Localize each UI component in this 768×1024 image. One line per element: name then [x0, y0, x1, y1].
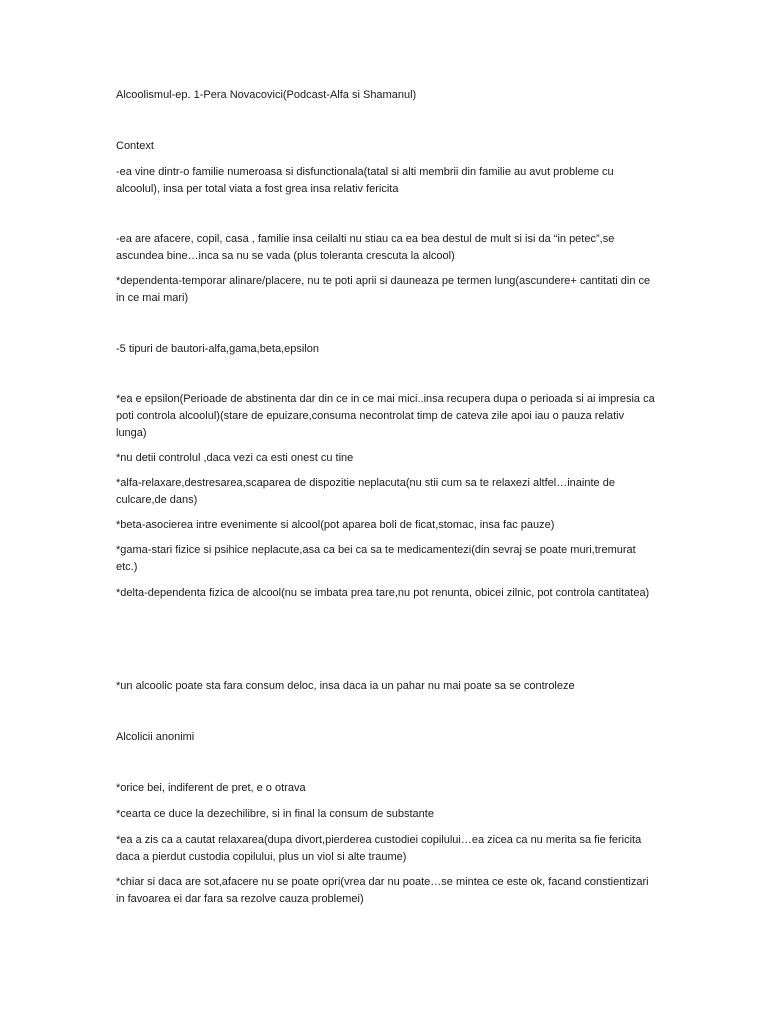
- heading-context: Context: [116, 140, 154, 152]
- paragraph-delta: *delta-dependenta fizica de alcool(nu se imbata prea tare,nu pot renunta, obicei zilnic, pot controla cantitatea): [116, 587, 650, 599]
- paragraph-family-background: -ea vine dintr-o familie numeroasa si disfunctionala(tatal si alti membrii din familie au avut probleme cu alcoolul), insa per total viata a fost grea insa relativ fericita: [116, 166, 614, 195]
- paragraph-drinker-types: -5 tipuri de bautori-alfa,gama,beta,epsilon: [116, 343, 320, 355]
- paragraph-dependence: *dependenta-temporar alinare/placere, nu te poti aprii si dauneaza pe termen lung(ascundere+ cantitati din ce in ce mai mari): [116, 275, 651, 304]
- paragraph-alcoholic-control: *un alcoolic poate sta fara consum deloc, insa daca ia un pahar nu mai poate sa se controleze: [116, 680, 575, 692]
- paragraph-poison: *orice bei, indiferent de pret, e o otrava: [116, 782, 306, 794]
- paragraph-conflict: *cearta ce duce la dezechilibre, si in final la consum de substante: [116, 808, 434, 820]
- paragraph-beta: *beta-asocierea intre evenimente si alcool(pot aparea boli de ficat,stomac, insa fac pauze): [116, 519, 555, 531]
- paragraph-epsilon: *ea e epsilon(Perioade de abstinenta dar din ce in ce mai mici..insa recupera dupa o perioada si ai impresia ca poti controla alcoolul)(stare de epuizare,consuma necontrolat timp de cateva zile apoi iau o pauza relativ lunga): [116, 393, 655, 439]
- paragraph-gama: *gama-stari fizice si psihice neplacute,asa ca bei ca sa te medicamentezi(din sevraj se poate muri,tremurat etc.): [116, 544, 636, 573]
- heading-alcoholics-anonymous: Alcolicii anonimi: [116, 731, 195, 743]
- paragraph-hidden-drinking: -ea are afacere, copil, casa , familie insa ceilalti nu stiau ca ea bea destul de mult si isi da “in petec”,se ascundea bine…inca sa nu se vada (plus toleranta crescuta la alcool): [116, 233, 615, 262]
- paragraph-control: *nu detii controlul ,daca vezi ca esti onest cu tine: [116, 452, 354, 464]
- document-title: Alcoolismul-ep. 1-Pera Novacovici(Podcast-Alfa si Shamanul): [116, 89, 417, 101]
- paragraph-relaxation: *ea a zis ca a cautat relaxarea(dupa divort,pierderea custodiei copilului…ea zicea ca nu merita sa fie fericita daca a pierdut custodia copilului, plus un viol si alte traume): [116, 834, 642, 863]
- paragraph-cannot-stop: *chiar si daca are sot,afacere nu se poate opri(vrea dar nu poate…se mintea ce este ok, facand constientizari in favoarea ei dar fara sa rezolve cauza problemei): [116, 876, 649, 905]
- paragraph-alfa: *alfa-relaxare,destresarea,scaparea de dispozitie neplacuta(nu stii cum sa te relaxezi altfel…inainte de culcare,de dans): [116, 477, 615, 506]
